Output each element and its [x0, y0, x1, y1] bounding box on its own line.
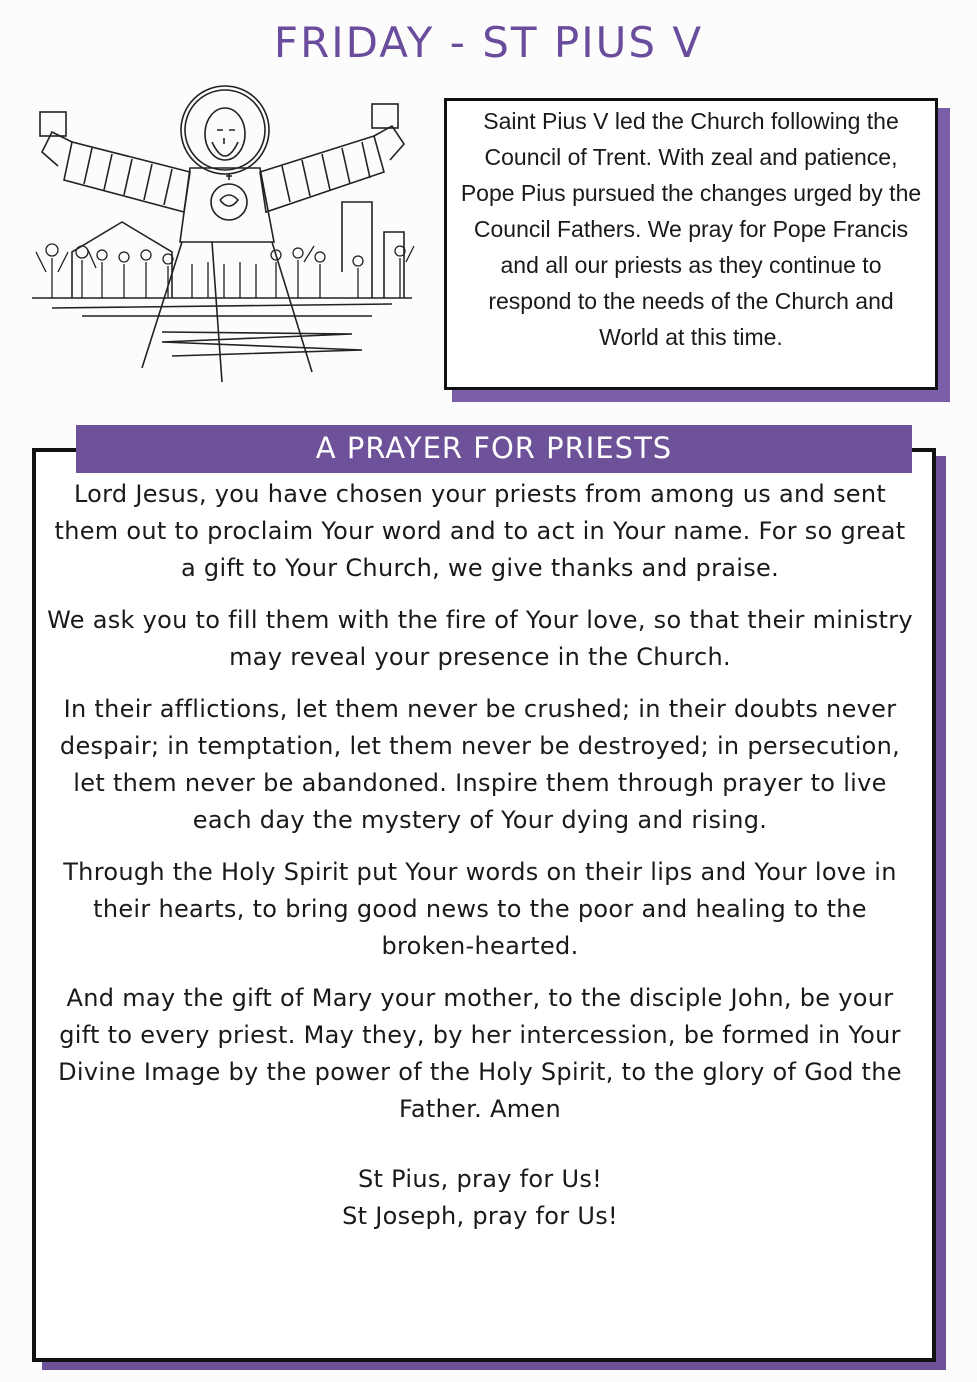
prayer-paragraph: In their afflictions, let them never be crushed; in their doubts never despair; in temptation, let them never be destroyed; in persecution, let them never be abandoned. Inspire them through prayer to live each day the mystery of Your dying and rising. [59, 695, 901, 834]
prayer-heading-banner [76, 425, 912, 473]
closing-line: St Pius, pray for Us! [357, 1165, 603, 1193]
risen-christ-illustration [12, 72, 428, 388]
prayer-paragraph: And may the gift of Mary your mother, to the disciple John, be your gift to every priest. May they, by her intercession, be formed in Your Divine Image by the power of the Holy Spirit, to the glory of God the Father. Amen [58, 984, 902, 1123]
page-title: FRIDAY - ST PIUS V [273, 18, 704, 67]
prayer-paragraph: We ask you to fill them with the fire of Your love, so that their ministry may reveal your presence in the Church. [47, 606, 913, 671]
closing-line: St Joseph, pray for Us! [342, 1202, 618, 1230]
prayer-body [46, 476, 914, 1235]
closing-invocations [46, 1161, 914, 1235]
prayer-paragraph: Lord Jesus, you have chosen your priests from among us and sent them out to proclaim Your word and to act in Your name. For so great a gift to Your Church, we give thanks and praise. [54, 480, 906, 582]
prayer-paragraph: Through the Holy Spirit put Your words on their lips and Your love in their hearts, to bring good news to the poor and healing to the broken-hearted. [63, 858, 897, 960]
saint-info-text: Saint Pius V led the Church following the Council of Trent. With zeal and patience, Pope Pius pursued the changes urged by the Council Fathers. We pray for Pope Francis and all our priests as they continue to respond to the needs of the Church and World at this time. [460, 108, 922, 350]
saint-info-box [444, 98, 938, 390]
prayer-heading: A PRAYER FOR PRIESTS [315, 431, 673, 465]
